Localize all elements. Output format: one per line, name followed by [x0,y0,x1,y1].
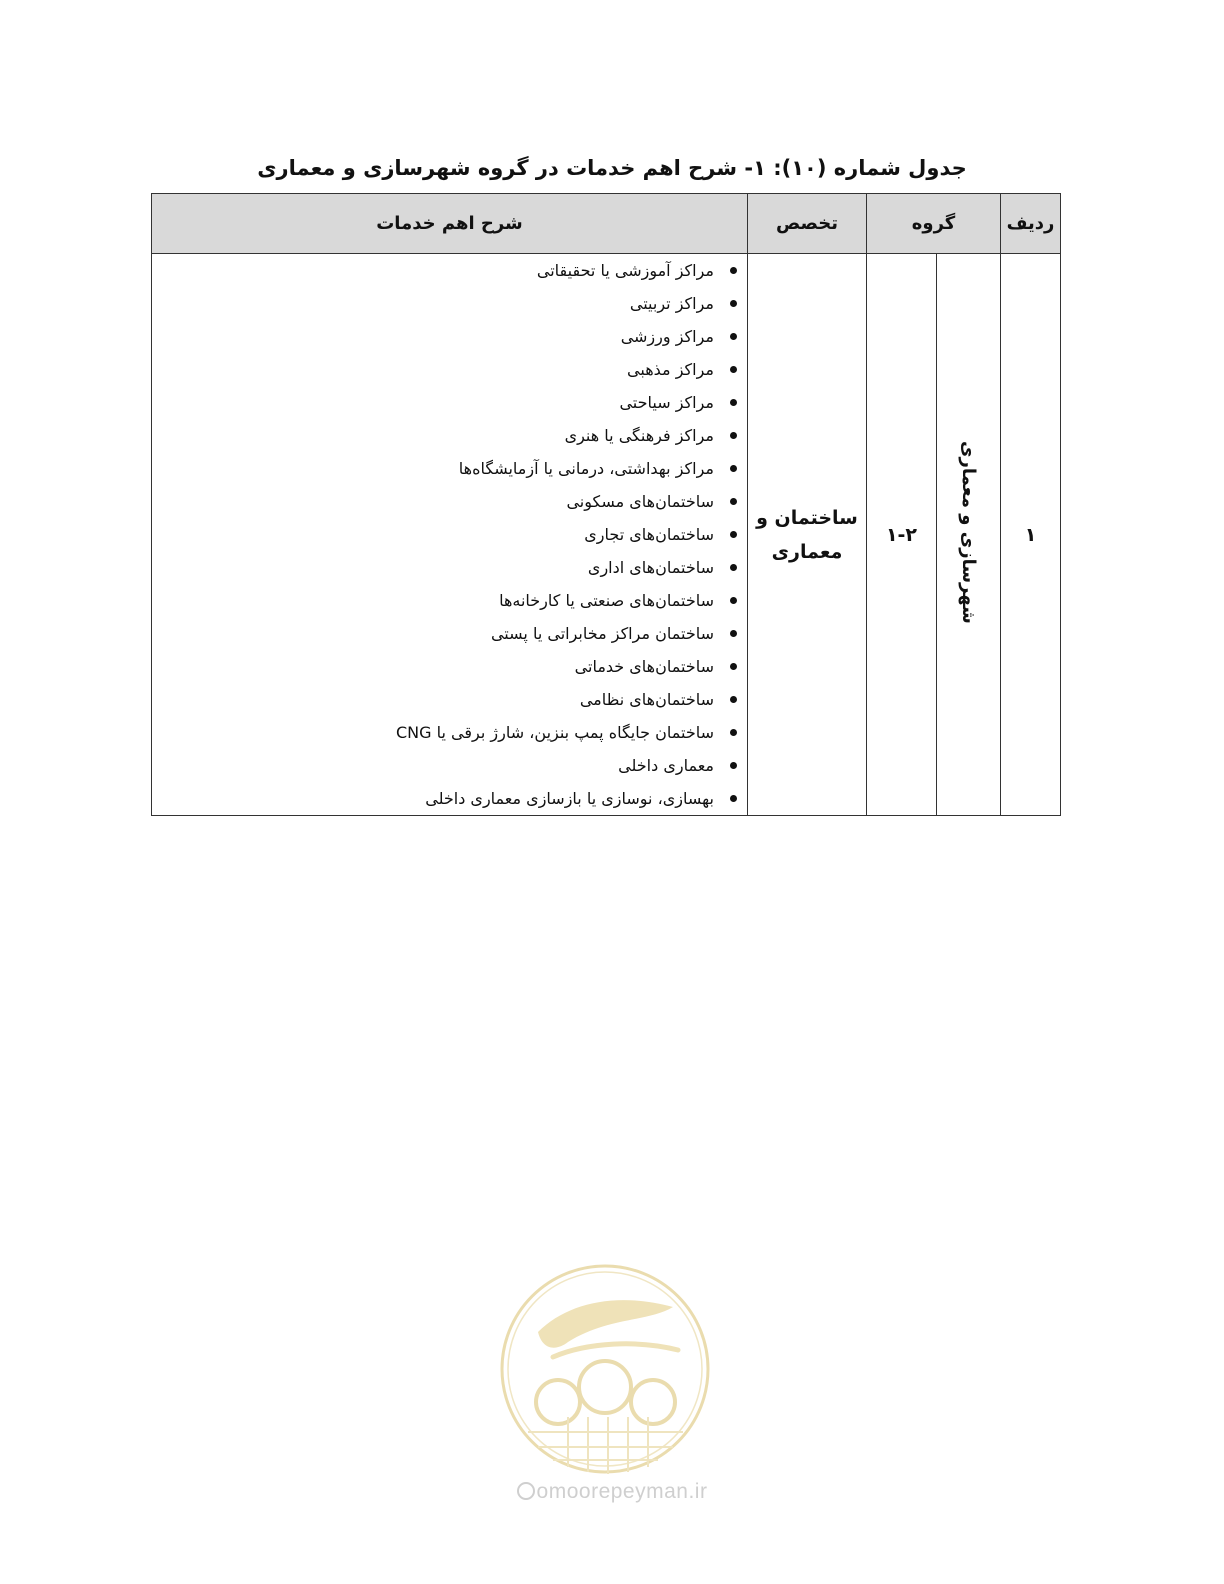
bullet-icon [730,333,737,340]
group-code: ۱-۲ [866,254,936,816]
bullet-icon [730,696,737,703]
list-item [152,617,737,650]
bullet-icon [730,366,737,373]
list-item [152,254,737,287]
service-item-text: مراکز آموزشی یا تحقیقاتی [536,260,714,280]
service-item-text: بهسازی، نوسازی یا بازسازی معماری داخلی [425,788,714,808]
list-item [152,452,737,485]
bullet-icon [730,498,737,505]
service-item-text: مراکز ورزشی [620,326,714,346]
service-item-text: مراکز مذهبی [627,359,714,379]
service-item-text: مراکز تربیتی [629,293,714,313]
service-item-text: معماری داخلی [618,755,714,775]
list-item [152,716,737,749]
list-item [152,683,737,716]
at-icon [517,1482,535,1500]
specialty-line-2: معماری [771,540,843,563]
row-number: ۱ [1001,254,1061,816]
bullet-icon [730,630,737,637]
bullet-icon [730,597,737,604]
bullet-icon [730,663,737,670]
page-title: جدول شماره (۱۰): ۱- شرح اهم خدمات در گروه شهرسازی و معماری [257,156,967,180]
description-cell [152,254,748,816]
bullet-icon [730,729,737,736]
list-item [152,749,737,782]
list-item [152,782,737,815]
service-item-text: ساختمان‌های مسکونی [566,491,714,511]
list-item [152,551,737,584]
list-item [152,485,737,518]
group-name: شهرسازی و معماری [958,440,979,624]
specialty-cell [747,254,866,816]
service-item-text: ساختمان‌های صنعتی یا کارخانه‌ها [499,590,714,610]
service-item-text: ساختمان‌های نظامی [579,689,714,709]
header-row-number: ردیف [1001,194,1061,254]
list-item [152,386,737,419]
bullet-icon [730,564,737,571]
bullet-icon [730,267,737,274]
table-header-row [152,194,1061,254]
specialty-line-1: ساختمان و [756,506,858,529]
service-item-text: مراکز سیاحتی [619,392,714,412]
list-item [152,287,737,320]
service-item-text: ساختمان‌های تجاری [584,524,714,544]
table-row [152,254,1061,816]
service-item-text: ساختمان‌های اداری [587,557,714,577]
list-item [152,320,737,353]
service-item-text: مراکز بهداشتی، درمانی یا آزمایشگاه‌ها [458,458,714,478]
bullet-icon [730,465,737,472]
service-item-text: مراکز فرهنگی یا هنری [564,425,714,445]
service-item-text: ساختمان مراکز مخابراتی یا پستی [490,623,714,643]
bullet-icon [730,795,737,802]
list-item [152,584,737,617]
service-item-text: ساختمان‌های خدماتی [574,656,714,676]
group-name-cell [937,254,1001,816]
services-table [151,193,1061,816]
bullet-icon [730,762,737,769]
bullet-icon [730,531,737,538]
list-item [152,650,737,683]
bullet-icon [730,399,737,406]
header-specialty: تخصص [747,194,866,254]
service-list [152,254,747,815]
service-item-text: ساختمان جایگاه پمپ بنزین، شارژ برقی یا CNG [396,722,714,742]
bullet-icon [730,300,737,307]
bullet-icon [730,432,737,439]
list-item [152,518,737,551]
watermark-url: omoorepeyman.ir [0,1480,1224,1504]
header-group: گروه [866,194,1000,254]
header-description: شرح اهم خدمات [152,194,748,254]
list-item [152,419,737,452]
list-item [152,353,737,386]
watermark-logo [498,1262,712,1476]
